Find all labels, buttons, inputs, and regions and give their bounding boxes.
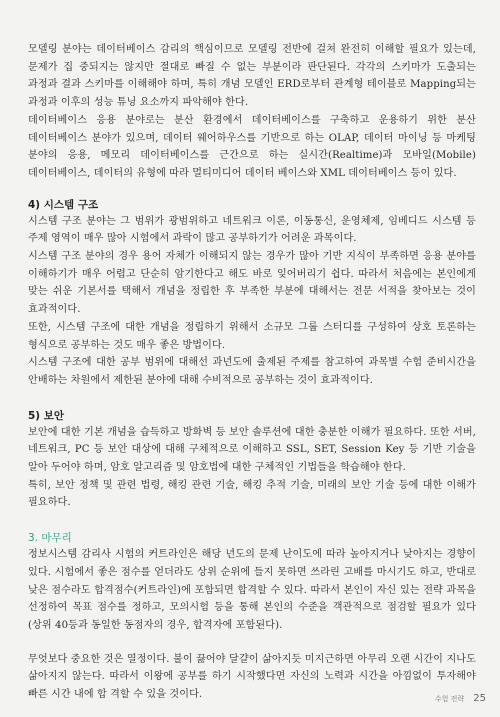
heading-system-architecture: 4) 시스템 구조	[28, 198, 99, 211]
paragraph-passion: 무엇보다 중요한 것은 열정이다. 불이 끓어야 달걀이 삶아지듯 미지근하면 아무리 오랜 시간이 지나도 삶아지지 않는다. 따라서 이왕에 공부를 하기 시작했다면 자신의 노력과 시간을 아낌없이 투자해야 빠른 시간 내에 합 격할 수 있을 것이다.	[28, 653, 476, 701]
paragraph-db-applications: 데이터베이스 응용 분야로는 분산 환경에서 데이터베이스를 구축하고 운용하기 위한 분산 데이터베이스 분야가 있으며, 데이터 웨어하우스를 기반으로 하는 OLAP, 데이터 마이닝 등 마케팅 분야의 응용, 메모리 데이터베이스를 근간으로 하는 실시간(Realtime)과 모바일(Mobile) 데이터베이스, 데이터의 유형에 따라 멀티미디어 데이터 베이스와 XML 데이터베이스 등이 있다.	[28, 114, 476, 179]
paragraph-security-basics: 보안에 대한 기본 개념을 습득하고 방화벽 등 보안 솔루션에 대한 충분한 이해가 필요하다. 또한 서버, 네트워크, PC 등 보안 대상에 대해 구체적으로 이해하고 SSL, SET, Session Key 등 기반 기술을 알아 두어야 하며, 암호 알고리즘 및 암호법에 대한 구체적인 기법들을 학습해야 한다.	[28, 426, 476, 474]
paragraph-system-scope: 시스템 구조 분야는 그 범위가 광범위하고 네트워크 이론, 이동통신, 운영체제, 임베디드 시스템 등 주제 영역이 매우 많아 시험에서 과락이 많고 공부하기가 어려운 과목이다.	[28, 215, 476, 245]
paragraph-cutline: 정보시스템 감리사 시험의 커트라인은 해당 년도의 문제 난이도에 따라 높아지거나 낮아지는 경향이 있다. 시험에서 좋은 점수를 얻더라도 상위 순위에 들지 못하면 쓰라린 고배를 마시기도 하고, 반대로 낮은 점수라도 합격점수(커트라인)에 포함되면 합격할 수 있다. 따라서 본인이 자신 있는 전략 과목을 선정하여 목표 점수를 정하고, 모의시험 등을 통해 본인의 수준을 객관적으로 점검할 필요가 있다(상위 40등과 동일한 동점자의 경우, 합격자에 포함된다).	[28, 549, 476, 631]
heading-conclusion: 3. 마무리	[28, 532, 72, 545]
paragraph-security-policy: 특히, 보안 정책 및 관련 법령, 해킹 관련 기술, 해킹 추적 기술, 미래의 보안 기술 등에 대한 이해가 필요하다.	[28, 479, 476, 509]
paragraph-system-study: 시스템 구조 분야의 경우 용어 자체가 이해되지 않는 경우가 많아 기반 지식이 부족하면 응용 분야를 이해하기가 매우 어렵고 단순히 암기한다고 해도 바로 잊어버리기 쉽다. 따라서 처음에는 본인에게 맞는 쉬운 기본서를 택해서 개념을 정립한 후 부족한 부분에 대해서는 전문 서적을 찾아보는 것이 효과적이다.	[28, 251, 476, 316]
paragraph-study-range: 시스템 구조에 대한 공부 범위에 대해선 과년도에 출제된 주제를 참고하여 과목별 수험 준비시간을 안배하는 차원에서 제한된 분야에 대해 수비적으로 공부하는 것이 효과적이다.	[28, 357, 476, 386]
footer-section-label: 수험 전략	[434, 694, 465, 703]
page-footer	[435, 688, 486, 707]
paragraph-modeling: 모델링 분야는 데이터베이스 감리의 핵심이므로 모델링 전반에 걸쳐 완전히 이해할 필요가 있는데, 문제가 집 중되지는 않지만 절대로 빠질 수 없는 부분이라 판단된다. 각각의 스키마가 도출되는 과정과 결과 스키마를 이해해야 하며, 특히 개념 모델인 ERD로부터 관계형 테이블로 Mapping되는 과정과 이후의 성능 튜닝 요소까지 파악해야 한다.	[28, 44, 476, 109]
heading-security: 5) 보안	[28, 409, 65, 422]
page-number: 25	[473, 693, 486, 704]
faded-running-header	[150, 0, 360, 16]
page-content	[28, 41, 476, 704]
paragraph-group-study: 또한, 시스템 구조에 대한 개념을 정립하기 위해서 소규모 그룹 스터디를 구성하여 상호 토론하는 형식으로 공부하는 것도 매우 좋은 방법이다.	[28, 321, 476, 351]
